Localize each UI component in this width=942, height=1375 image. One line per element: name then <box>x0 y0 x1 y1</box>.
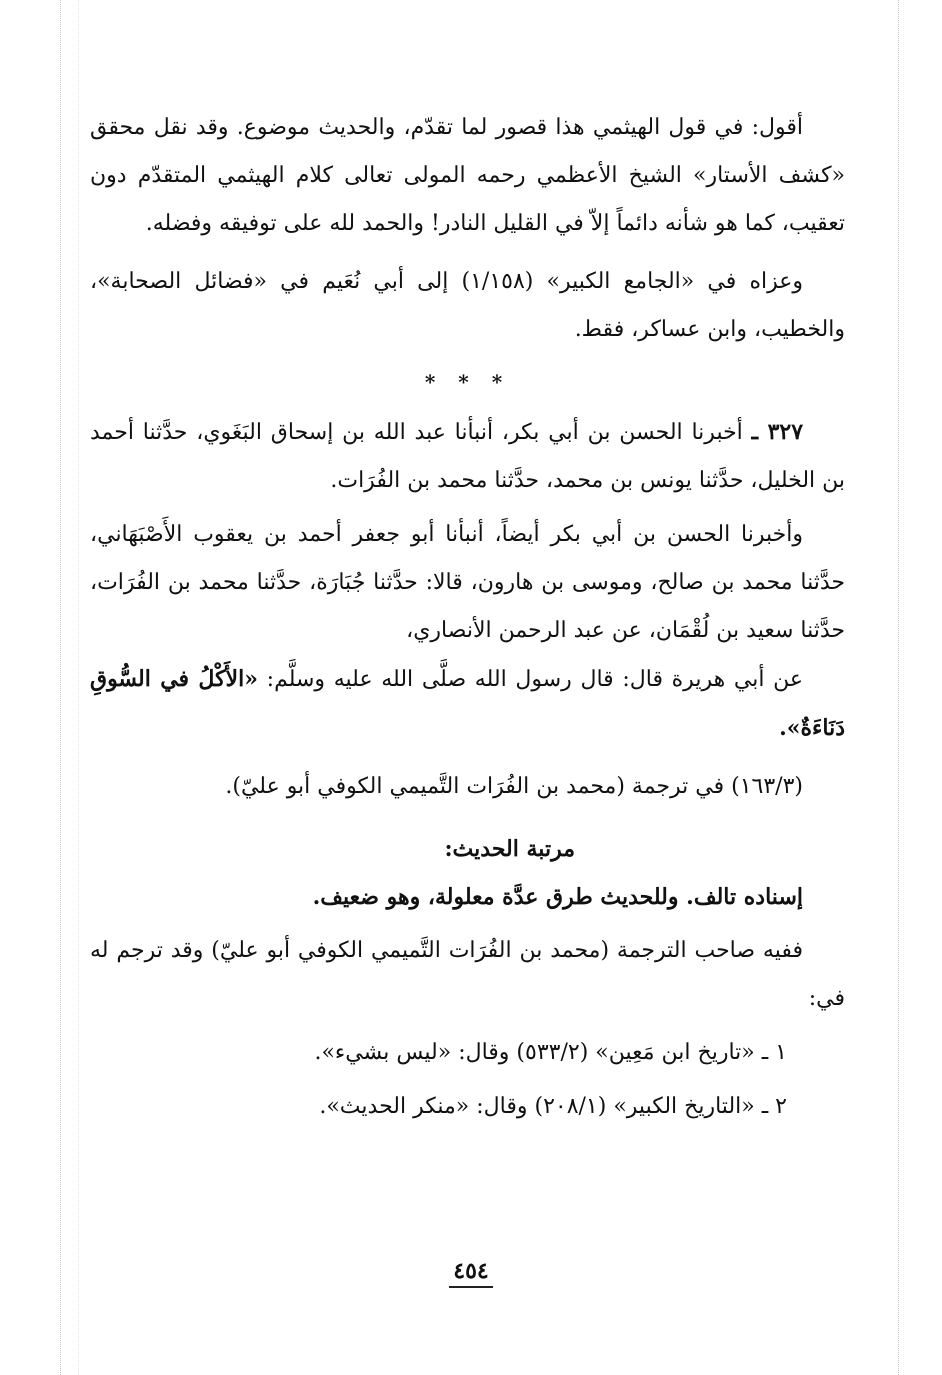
list-item: ١ ـ «تاريخ ابن مَعِين» (٥٣٣/٢) وقال: «ليس بشيء». <box>314 1040 787 1065</box>
paragraph-source: (١٦٣/٣) في ترجمة (محمد بن الفُرَات التَّميمي الكوفي أبو عليّ). <box>225 774 803 799</box>
matn-intro: عن أبي هريرة قال: قال رسول الله صلَّى الله عليه وسلَّم: <box>266 667 803 692</box>
section-heading: مرتبة الحديث: <box>444 836 575 862</box>
section-separator: * * * <box>424 370 511 394</box>
paragraph-narrator: ففيه صاحب الترجمة (محمد بن الفُرَات التَّميمي الكوفي أبو عليّ) وقد ترجم له في: <box>90 938 845 1011</box>
page-body <box>90 104 845 1131</box>
isnad-text-1: أخبرنا الحسن بن أبي بكر، أنبأنا عبد الله بن إسحاق البَغَوي، حدَّثنا أحمد بن الخليل، حدَّثنا يونس بن محمد، حدَّثنا محمد بن الفُرَات. <box>90 420 845 493</box>
paragraph-attribution: وعزاه في «الجامع الكبير» (١/١٥٨) إلى أبي نُعَيم في «فضائل الصحابة»، والخطيب، وابن عساكر، فقط. <box>90 269 845 342</box>
page-number-text: ٤٥٤ <box>449 1258 492 1288</box>
list-item: ٢ ـ «التاريخ الكبير» (٢٠٨/١) وقال: «منكر الحديث». <box>319 1094 787 1119</box>
paragraph-isnad-2: وأخبرنا الحسن بن أبي بكر أيضاً، أنبأنا أبو جعفر أحمد بن يعقوب الأَصْبَهَاني، حدَّثنا محمد بن صالح، وموسى بن هارون، قالا: حدَّثنا جُبَارَة، حدَّثنا محمد بن الفُرَات، حدَّثنا سعيد بن لُقْمَان، عن عبد الرحمن الأنصاري، <box>90 522 845 643</box>
hadith-number: ٣٢٧ ـ <box>751 419 804 445</box>
scan-margin-line <box>898 0 899 1375</box>
scan-margin-line <box>60 0 61 1375</box>
page-number <box>0 1258 942 1284</box>
paragraph-commentary: أقول: في قول الهيثمي هذا قصور لما تقدّم، والحديث موضوع. وقد نقل محقق «كشف الأستار» الشيخ الأعظمي رحمه المولى تعالى كلام الهيثمي المتقدّم دون تعقيب، كما هو شأنه دائماً إلاّ في القليل النادر! والحمد لله على توفيقه وفضله. <box>90 115 845 236</box>
scan-margin-line <box>78 0 79 1375</box>
matn-quote: «الأَكْلُ في السُّوقِ دَنَاءَةٌ». <box>90 666 845 741</box>
paragraph-grading: إسناده تالف. وللحديث طرق عدَّة معلولة، وهو ضعيف. <box>312 884 803 910</box>
paragraph-isnad-1 <box>90 408 845 505</box>
paragraph-matn <box>90 655 845 753</box>
